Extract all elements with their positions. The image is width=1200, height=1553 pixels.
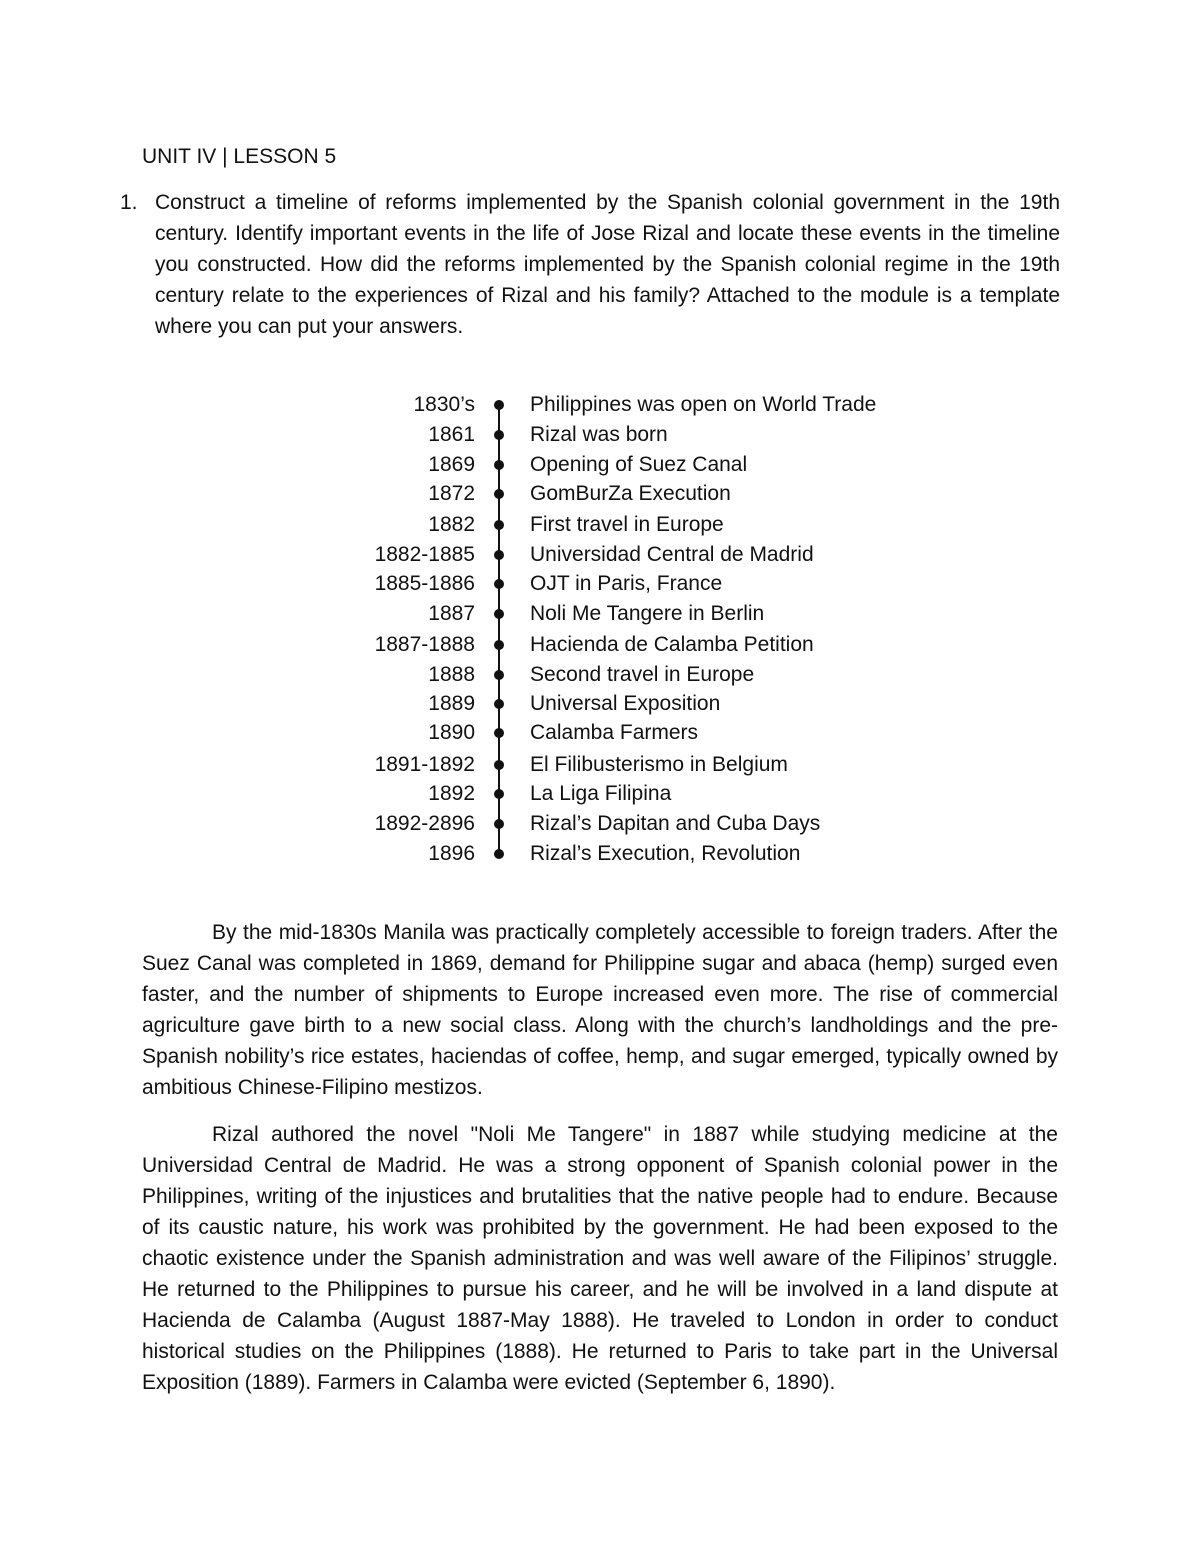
timeline-entry bbox=[330, 599, 970, 629]
timeline-dot bbox=[494, 520, 504, 530]
timeline-year: 1885-1886 bbox=[374, 572, 475, 595]
timeline-event: GomBurZa Execution bbox=[530, 482, 731, 505]
timeline-event: La Liga Filipina bbox=[530, 782, 672, 805]
timeline-dot bbox=[494, 640, 504, 650]
timeline-entry bbox=[330, 540, 970, 570]
timeline-year: 1887-1888 bbox=[374, 633, 475, 656]
timeline-event: Opening of Suez Canal bbox=[530, 453, 748, 476]
timeline-dot bbox=[494, 670, 504, 680]
timeline-year: 1882-1885 bbox=[374, 543, 475, 566]
timeline-year: 1896 bbox=[428, 842, 475, 865]
timeline-dot bbox=[494, 728, 504, 738]
timeline-event: Rizal was born bbox=[530, 423, 668, 446]
timeline-year: 1890 bbox=[428, 721, 475, 744]
timeline-year: 1861 bbox=[428, 423, 475, 446]
timeline-dot bbox=[494, 489, 504, 499]
paragraph-trade-history: By the mid-1830s Manila was practically completely accessible to foreign traders. After the Suez Canal was completed in 1869, demand for Philippine sugar and abaca (hemp) surged even faster, and the number of shipments to Europe increased even more. The rise of commercial agriculture gave birth to a new social class. Along with the church’s landholdings and the pre-Spanish nobility’s rice estates, haciendas of coffee, hemp, and sugar emerged, typically owned by ambitious Chinese-Filipino mestizos. bbox=[142, 921, 1058, 1099]
timeline-year: 1872 bbox=[428, 482, 475, 505]
timeline-entry bbox=[330, 750, 970, 780]
timeline-event: Philippines was open on World Trade bbox=[530, 393, 877, 416]
timeline-dot bbox=[494, 430, 504, 440]
timeline-year: 1892 bbox=[428, 782, 475, 805]
timeline-entry bbox=[330, 630, 970, 660]
timeline-dot bbox=[494, 789, 504, 799]
timeline-dot bbox=[494, 579, 504, 589]
timeline-year: 1888 bbox=[428, 663, 475, 686]
timeline-event: Second travel in Europe bbox=[530, 663, 755, 686]
timeline-dot bbox=[494, 400, 504, 410]
question-text: Construct a timeline of reforms implemented by the Spanish colonial government in the 19th century. Identify important events in the life of Jose Rizal and locate these events in the timeline you constructed. How did the reforms implemented by the Spanish colonial regime in the 19th century relate to the experiences of Rizal and his family? Attached to the module is a template where you can put your answers. bbox=[155, 191, 1060, 338]
timeline-dot bbox=[494, 760, 504, 770]
lesson-heading: UNIT IV | LESSON 5 bbox=[142, 145, 337, 168]
timeline-dot bbox=[494, 819, 504, 829]
timeline-event: Universal Exposition bbox=[530, 692, 721, 715]
timeline bbox=[330, 390, 970, 870]
timeline-event: Hacienda de Calamba Petition bbox=[530, 633, 814, 656]
timeline-year: 1869 bbox=[428, 453, 475, 476]
timeline-year: 1882 bbox=[428, 513, 475, 536]
timeline-year: 1891-1892 bbox=[374, 753, 475, 776]
timeline-event: Universidad Central de Madrid bbox=[530, 543, 814, 566]
timeline-year: 1830’s bbox=[413, 393, 475, 416]
timeline-event: Rizal’s Execution, Revolution bbox=[530, 842, 801, 865]
timeline-entry bbox=[330, 839, 970, 869]
timeline-entry bbox=[330, 569, 970, 599]
timeline-entry bbox=[330, 689, 970, 719]
timeline-event: OJT in Paris, France bbox=[530, 572, 723, 595]
timeline-event: El Filibusterismo in Belgium bbox=[530, 753, 788, 776]
timeline-dot bbox=[494, 609, 504, 619]
timeline-dot bbox=[494, 460, 504, 470]
question-number: 1. bbox=[120, 191, 138, 214]
timeline-year: 1889 bbox=[428, 692, 475, 715]
timeline-year: 1887 bbox=[428, 602, 475, 625]
timeline-event: First travel in Europe bbox=[530, 513, 724, 536]
question-item bbox=[120, 187, 1060, 342]
paragraph-rizal-history: Rizal authored the novel "Noli Me Tangere" in 1887 while studying medicine at the Universidad Central de Madrid. He was a strong opponent of Spanish colonial power in the Philippines, writing of the injustices and brutalities that the native people had to endure. Because of its caustic nature, his work was prohibited by the government. He had been exposed to the chaotic existence under the Spanish administration and was well aware of the Filipinos’ struggle. He returned to the Philippines to pursue his career, and he will be involved in a land dispute at Hacienda de Calamba (August 1887-May 1888). He traveled to London in order to conduct historical studies on the Philippines (1888). He returned to Paris to take part in the Universal Exposition (1889). Farmers in Calamba were evicted (September 6, 1890). bbox=[142, 1123, 1058, 1394]
timeline-entry bbox=[330, 809, 970, 839]
timeline-dot bbox=[494, 550, 504, 560]
timeline-entry bbox=[330, 479, 970, 509]
timeline-entry bbox=[330, 420, 970, 450]
timeline-entry bbox=[330, 510, 970, 540]
timeline-dot bbox=[494, 699, 504, 709]
timeline-event: Calamba Farmers bbox=[530, 721, 699, 744]
timeline-year: 1892-2896 bbox=[374, 812, 475, 835]
timeline-entry bbox=[330, 390, 970, 420]
timeline-event: Noli Me Tangere in Berlin bbox=[530, 602, 765, 625]
timeline-entry bbox=[330, 718, 970, 748]
timeline-dot bbox=[494, 849, 504, 859]
timeline-event: Rizal’s Dapitan and Cuba Days bbox=[530, 812, 821, 835]
timeline-entry bbox=[330, 779, 970, 809]
timeline-entry bbox=[330, 660, 970, 690]
timeline-entry bbox=[330, 450, 970, 480]
